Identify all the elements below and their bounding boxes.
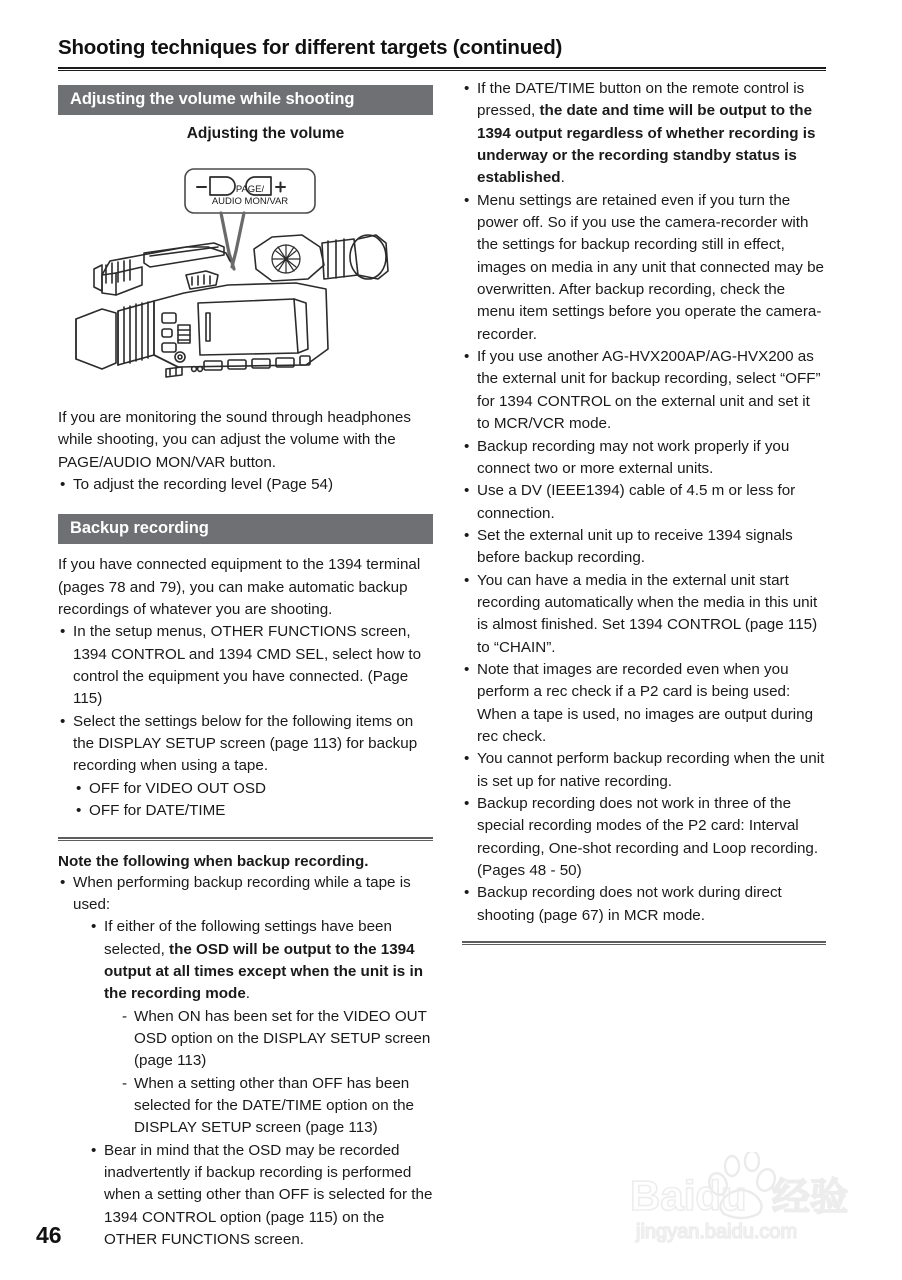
backup-settings-sublist <box>58 778 433 823</box>
right-first-bold: the date and time will be output to the 1394 output regardless of whether recording is underway or the recording standby status is established <box>477 102 816 187</box>
figure-caption: Adjusting the volume <box>186 125 345 142</box>
note-sub-post: . <box>245 985 251 1003</box>
callout-audio-label: AUDIO MON/VAR <box>211 196 289 207</box>
page-number: 46 <box>36 1222 62 1248</box>
watermark-url: jingyan.baidu.com <box>636 1221 798 1243</box>
callout-page-label: PAGE/ <box>235 184 265 195</box>
list-item <box>462 78 826 190</box>
note-heading: Note the following when backup recording. <box>58 852 369 870</box>
list-item: • In the setup menus, OTHER FUNCTIONS screen, 1394 CONTROL and 1394 CMD SEL, select how to control the equipment you have connected. (Page 115) <box>58 621 433 710</box>
section-heading-adjusting-volume: Adjusting the volume while shooting <box>58 85 433 115</box>
right-bullet-list <box>462 78 826 927</box>
title-divider <box>58 67 826 71</box>
list-item: • OFF for VIDEO OUT OSD <box>74 778 433 800</box>
list-item: • Backup recording does not work during direct shooting (page 67) in MCR mode. <box>462 882 826 927</box>
list-item: • To adjust the recording level (Page 54) <box>58 474 433 496</box>
list-item: • Backup recording does not work in three of the special recording modes of the P2 card: Interval recording, One-shot recording and Loop recording. (Pages 48 - 50) <box>462 793 826 882</box>
list-item: • OFF for DATE/TIME <box>74 800 433 822</box>
right-first-post: . <box>560 169 565 187</box>
list-item: • If you use another AG-HVX200AP/AG-HVX200 as the external unit for backup recording, select “OFF” for 1394 CONTROL on the external unit and set it to MCR/VCR mode. <box>462 346 826 435</box>
left-column <box>58 85 433 1251</box>
right-column-end-divider <box>462 941 826 945</box>
list-item: - When a setting other than OFF has been selected for the DATE/TIME option on the DISPLAY SETUP screen (page 113) <box>120 1073 433 1140</box>
section-heading-backup-recording: Backup recording <box>58 514 433 544</box>
volume-intro-paragraph: If you are monitoring the sound through headphones while shooting, you can adjust the volume with the PAGE/AUDIO MON/VAR button. <box>58 409 411 471</box>
volume-intro-bullet-list <box>58 474 433 496</box>
watermark-brand: Baidu <box>630 1172 747 1219</box>
right-column <box>462 78 826 957</box>
list-item: • Backup recording may not work properly if you connect two or more external units. <box>462 436 826 481</box>
note-sublist <box>73 916 433 1251</box>
list-item <box>89 916 433 1139</box>
right-first-pre: If the DATE/TIME button on the remote control is pressed, <box>477 80 805 120</box>
backup-intro-paragraph: If you have connected equipment to the 1394 terminal (pages 78 and 79), you can make automatic backup recordings of whatever you are shooting. <box>58 556 421 619</box>
figure-adjusting-the-volume <box>58 125 433 407</box>
list-item: • Bear in mind that the OSD may be recorded inadvertently if backup recording is performed when a setting other than OFF is selected for the 1394 CONTROL option (page 115) on the OTHER FUNCTIONS screen. <box>89 1140 433 1252</box>
baidu-watermark <box>626 1152 876 1248</box>
note-sub-bold: the OSD will be output to the 1394 output at all times except when the unit is in the recording mode <box>104 940 423 1003</box>
list-item: - When ON has been set for the VIDEO OUT OSD option on the DISPLAY SETUP screen (page 113) <box>120 1006 433 1073</box>
watermark-brand-cn: 经验 <box>772 1177 849 1219</box>
list-item <box>58 872 433 1252</box>
note-divider <box>58 837 433 841</box>
page-title: Shooting techniques for different targets (continued) <box>58 36 563 59</box>
list-item: • You cannot perform backup recording when the unit is set up for native recording. <box>462 748 826 793</box>
note-dash-list <box>104 1006 433 1140</box>
note-bullet-list <box>58 872 433 1252</box>
list-item: • Note that images are recorded even when you perform a rec check if a P2 card is being used: When a tape is used, no images are output during rec check. <box>462 659 826 748</box>
note-sub-pre: If either of the following settings have been selected, <box>104 918 392 958</box>
note-intro-text: When performing backup recording while a tape is used: <box>73 873 411 913</box>
list-item: • Select the settings below for the following items on the DISPLAY SETUP screen (page 113) for backup recording when using a tape. <box>58 711 433 778</box>
list-item: • Menu settings are retained even if you turn the power off. So if you use the camera-recorder with the settings for backup recording still in effect, images on media in any unit that connected may be overwritten. After backup recording, check the menu item settings before you operate the camera-recorder. <box>462 190 826 346</box>
camcorder-illustration <box>58 143 433 405</box>
list-item: • You can have a media in the external unit start recording automatically when the media in this unit is almost finished. Set 1394 CONTROL (page 115) to “CHAIN”. <box>462 570 826 659</box>
list-item: • Set the external unit up to receive 1394 signals before backup recording. <box>462 525 826 570</box>
backup-bullet-list <box>58 621 433 777</box>
list-item: • Use a DV (IEEE1394) cable of 4.5 m or less for connection. <box>462 480 826 525</box>
